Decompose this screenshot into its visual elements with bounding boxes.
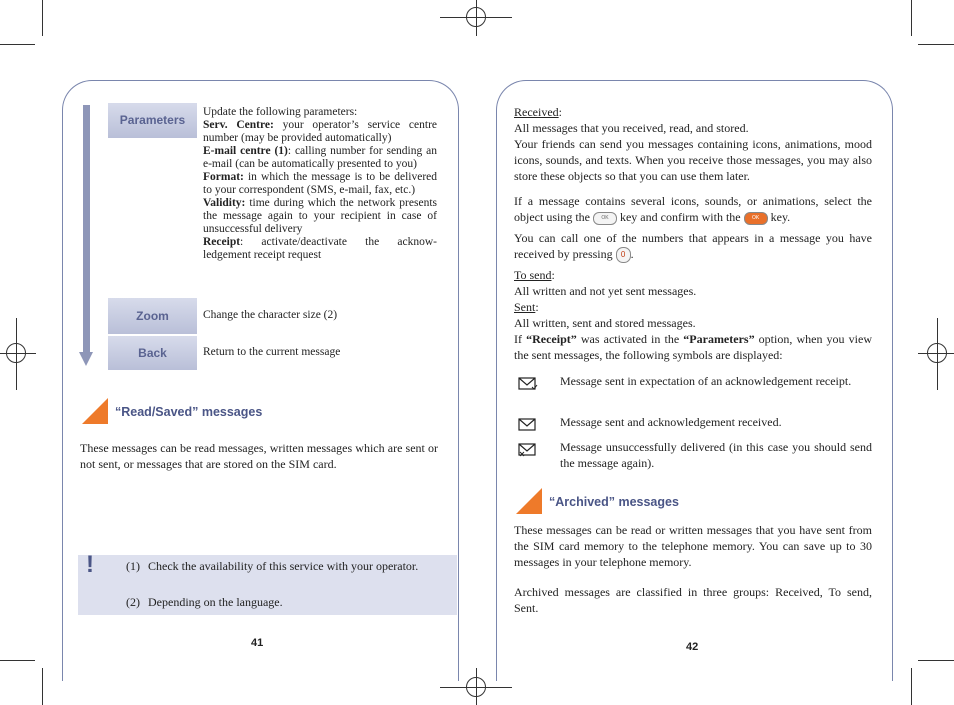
archived-heading: “Archived” messages	[549, 495, 679, 509]
page-number-right: 42	[686, 641, 699, 653]
zero-key-icon: 0	[616, 247, 631, 263]
parameters-intro: Update the following parameters:	[203, 106, 358, 118]
menu-scroll-bar	[83, 105, 90, 353]
archived-para-1: These messages can be read or written messages that you have sent from the SIM card memory to the telephone memory. You can save up to 30 messages in your telephone memory.	[514, 523, 872, 569]
received-line: All messages that you received, read, and stored.	[514, 121, 749, 135]
read-saved-text: These messages can be read messages, written messages which are sent or not sent, or messages that are stored on the SIM card.	[80, 441, 438, 471]
menu-label-parameters: Parameters	[108, 103, 197, 138]
to-send-title: To send	[514, 268, 552, 282]
section-triangle-icon	[82, 398, 108, 424]
zoom-description: Change the character size (2)	[203, 309, 338, 321]
note-item-1	[126, 558, 433, 574]
navigation-key-icon: OK	[593, 212, 617, 225]
note-num-1: (1)	[126, 559, 140, 573]
read-saved-heading: “Read/Saved” messages	[115, 405, 263, 419]
note-num-2: (2)	[126, 595, 140, 609]
symbol-row-pending	[514, 373, 872, 407]
back-description: Return to the current message	[203, 346, 341, 358]
symbol-row-acknowledged	[514, 414, 872, 434]
envelope-acknowledged-icon	[518, 416, 538, 432]
call-number-text: You can call one of the numbers that appears in a message you have received by pressing 0 .	[514, 230, 872, 263]
receipt-explanation: If “Receipt” was activated in the “Parameters” option, when you view the sent messages, the following symbols are displayed:	[514, 332, 872, 362]
page-number-left: 41	[251, 637, 264, 649]
param-email-centre: E-mail centre (1): calling number for sending an e-mail (can be automatically presented to you)	[203, 145, 437, 170]
received-title: Received	[514, 105, 559, 119]
envelope-pending-icon	[518, 375, 538, 391]
param-receipt: Receipt: activate/deactivate the acknow-ledgement receipt request	[203, 236, 437, 261]
to-send-line: All written and not yet sent messages.	[514, 284, 697, 298]
symbol-row-failed	[514, 439, 872, 473]
menu-label-zoom: Zoom	[108, 298, 197, 334]
received-block: Received: All messages that you received, read, and stored. Your friends can send you messages containing icons, animations, mood icons, sounds, and texts. When you receive those messages, you may also store these objects so that you can use them later.	[514, 105, 872, 183]
symbol-text-pending: Message sent in expectation of an acknowledgement receipt.	[560, 374, 852, 388]
sent-line: All written, sent and stored messages.	[514, 316, 696, 330]
exclamation-icon: !	[86, 551, 94, 578]
param-serv-centre: Serv. Centre: your operator’s service centre number (may be provided automatically)	[203, 119, 438, 144]
ok-key-icon: OK	[744, 212, 768, 225]
sent-title: Sent	[514, 300, 536, 314]
to-send-sent-block: To send: All written and not yet sent messages. Sent: All written, sent and stored messages. If “Receipt” was activated in the “Parameters” option, when you view the sent messages, the following symbols are displayed:	[514, 268, 872, 362]
symbol-text-acknowledged: Message sent and acknowledgement received.	[560, 415, 782, 429]
parameters-description	[203, 106, 437, 262]
note-text-2: Depending on the language.	[148, 595, 283, 609]
archived-para-2: Archived messages are classified in three groups: Received, To send, Sent.	[514, 585, 872, 615]
menu-label-back: Back	[108, 336, 197, 370]
symbol-text-failed: Message unsuccessfully delivered (in this case you should send the message again).	[560, 440, 872, 470]
param-format: Format: in which the message is to be delivered to your correspondent (SMS, e-mail, fax, etc.)	[203, 171, 437, 196]
note-item-2	[126, 594, 433, 610]
object-select-text: If a message contains several icons, sounds, or animations, select the object using the OK key and confirm with the OK key.	[514, 194, 872, 224]
received-para: Your friends can send you messages containing icons, animations, mood icons, sounds, and texts. When you receive those messages, you may also store these objects so that you can use them later.	[514, 137, 872, 183]
down-arrow-icon	[79, 352, 93, 366]
note-text-1: Check the availability of this service with your operator.	[148, 559, 419, 573]
envelope-failed-icon	[518, 441, 538, 457]
param-validity: Validity: time during which the network presents the message again to your recipient in case of unsuccessful delivery	[203, 197, 437, 235]
section-triangle-icon	[516, 488, 542, 514]
